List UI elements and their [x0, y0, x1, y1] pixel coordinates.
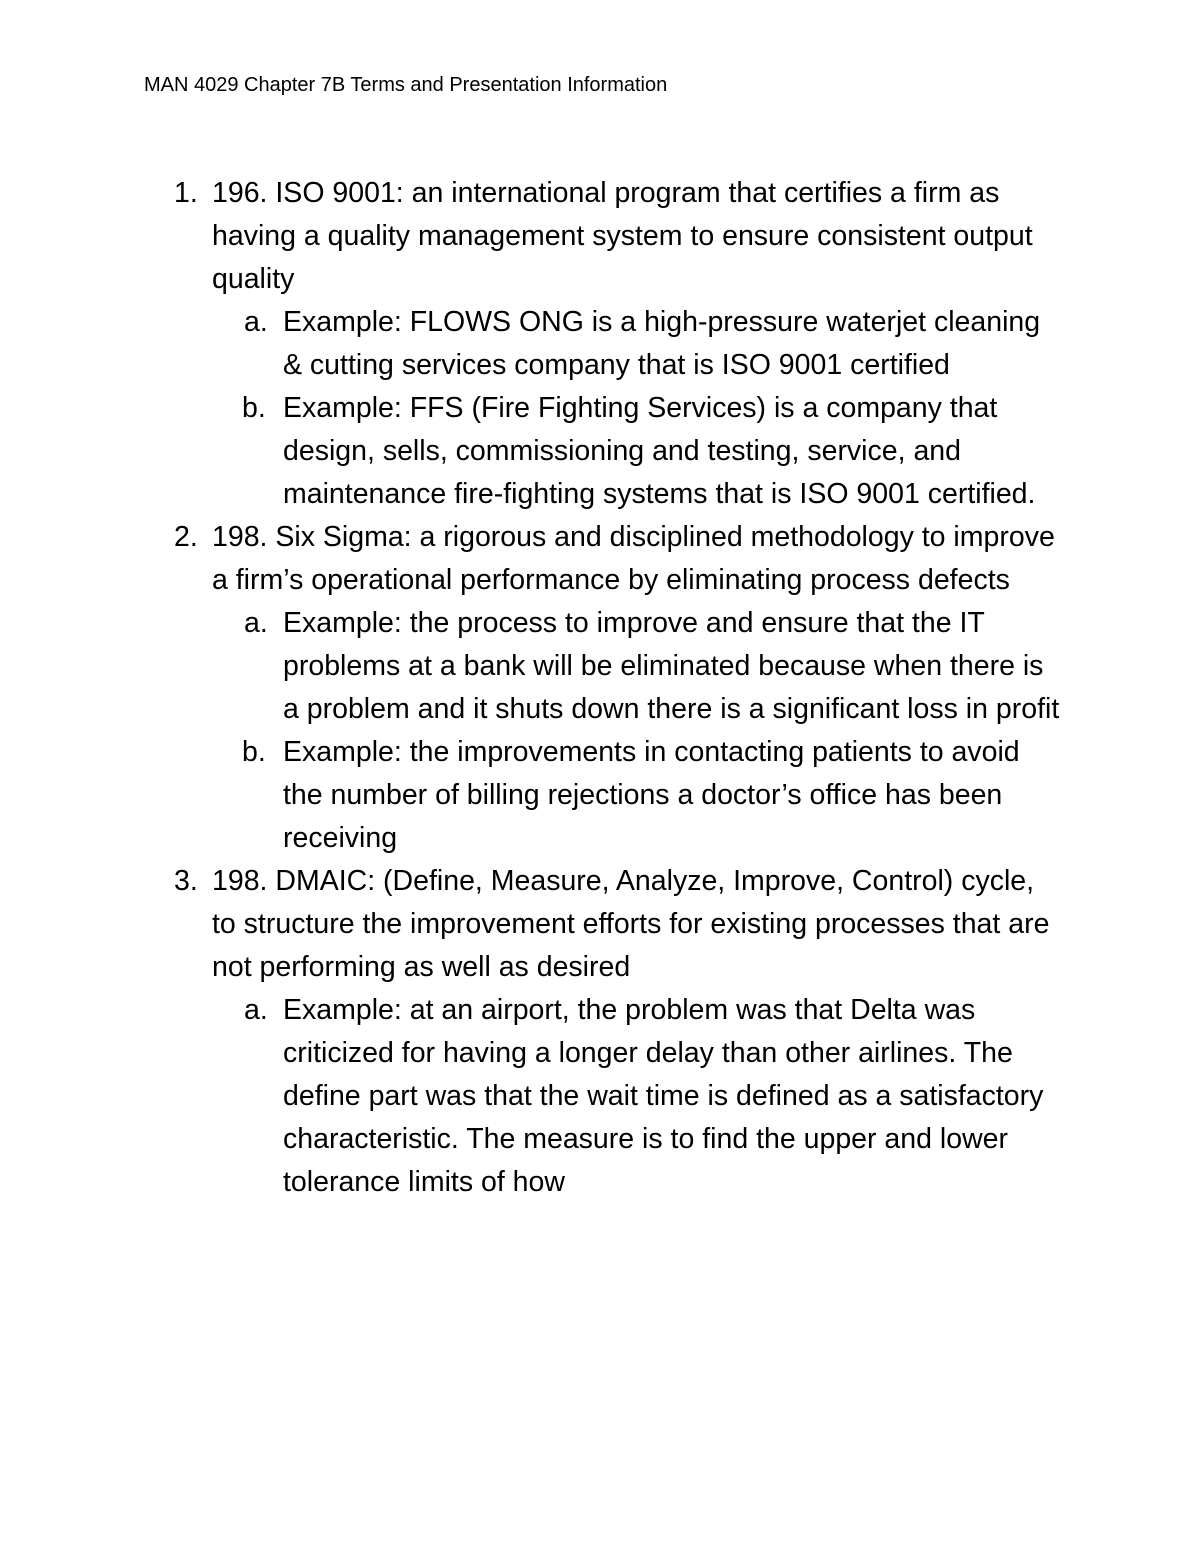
sub-item-3a	[0, 989, 1063, 1204]
list-item-text: 198. DMAIC: (Define, Measure, Analyze, Improve, Control) cycle, to structure the improvement efforts for existing processes that are not performing as well as desired	[212, 865, 1050, 983]
sub-marker: a.	[244, 306, 268, 338]
sub-item-1a	[0, 301, 1063, 387]
terms-list	[0, 172, 1200, 1204]
sub-item-text: Example: FFS (Fire Fighting Services) is a company that design, sells, commissioning and testing, service, and maintenance fire-fighting systems that is ISO 9001 certified.	[283, 392, 1036, 510]
sub-item-2b	[0, 731, 1063, 860]
sub-item-text: Example: FLOWS ONG is a high-pressure waterjet cleaning & cutting services company that is ISO 9001 certified	[283, 306, 1041, 381]
sub-marker: b.	[242, 392, 266, 424]
list-marker: 3.	[174, 865, 198, 897]
sub-item-text: Example: the process to improve and ensure that the IT problems at a bank will be eliminated because when there is a problem and it shuts down there is a significant loss in profit	[283, 607, 1060, 725]
list-item-text: 198. Six Sigma: a rigorous and disciplined methodology to improve a firm’s operational performance by eliminating process defects	[212, 521, 1055, 596]
sub-marker: a.	[244, 994, 268, 1026]
sub-marker: a.	[244, 607, 268, 639]
list-item-3	[0, 860, 1062, 989]
list-marker: 2.	[174, 521, 198, 553]
sub-item-text: Example: at an airport, the problem was that Delta was criticized for having a longer delay than other airlines. The define part was that the wait time is defined as a satisfactory characteristic. The measure is to find the upper and lower tolerance limits of how	[283, 994, 1044, 1198]
document-header: MAN 4029 Chapter 7B Terms and Presentation Information	[144, 74, 668, 96]
list-item-text: 196. ISO 9001: an international program that certifies a firm as having a quality management system to ensure consistent output quality	[212, 177, 1033, 295]
sub-item-text: Example: the improvements in contacting patients to avoid the number of billing rejections a doctor’s office has been receiving	[283, 736, 1020, 854]
sub-item-2a	[0, 602, 1063, 731]
list-item-2	[0, 516, 1062, 602]
list-item-1	[0, 172, 1062, 301]
list-marker: 1.	[174, 177, 198, 209]
sub-marker: b.	[242, 736, 266, 768]
sub-item-1b	[0, 387, 1063, 516]
